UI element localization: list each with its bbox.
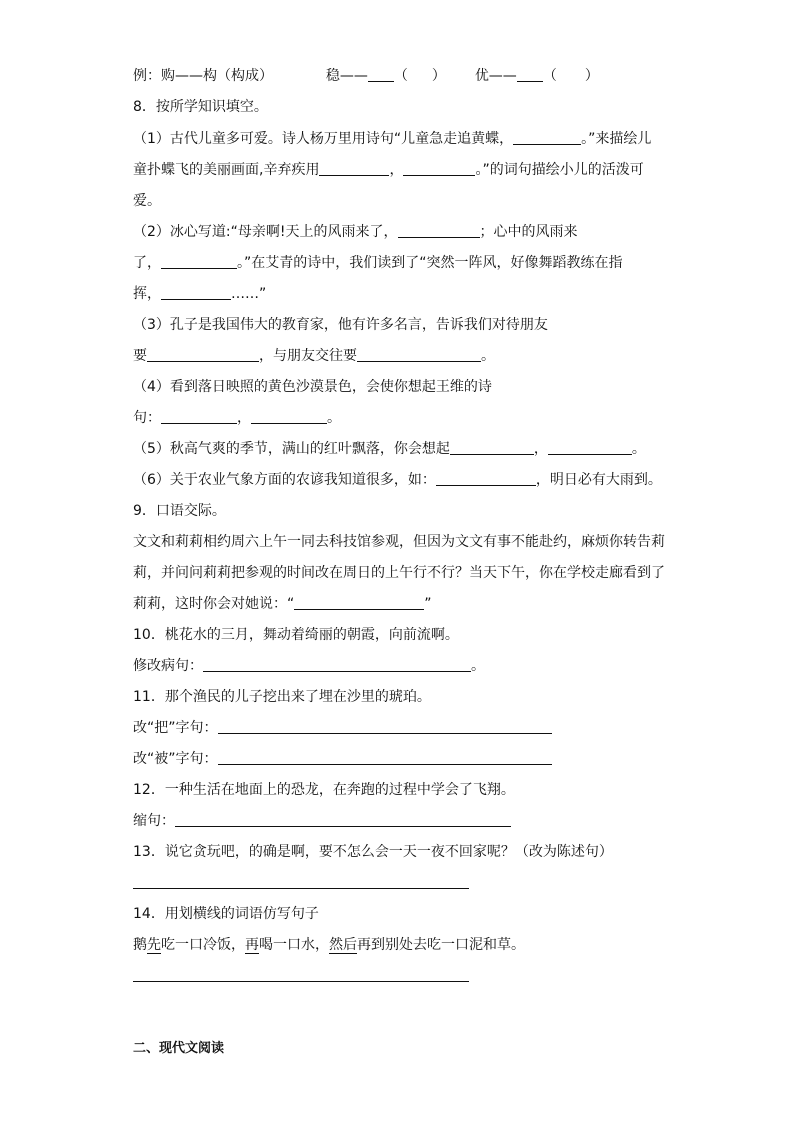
q11-bei-line: 改“被”字句： [133,749,552,769]
q8-s1-line1: （1）古代儿童多可爱。诗人杨万里用诗句“儿童急走追黄蝶， 。”来描绘儿 [133,131,652,147]
q9-text-line3: 莉莉，这时你会对她说：“ ” [133,596,432,612]
q7-item3: 优—— [474,68,517,84]
q8-s1-line3: 爱。 [133,193,161,209]
q8-s3-line1: （3）孔子是我国伟大的教育家，他有许多名言，告诉我们对待朋友 [133,317,548,333]
q13-answer-line [133,873,469,893]
q7-blank-2[interactable] [368,67,394,82]
q10-answer-line: 修改病句： 。 [133,658,485,674]
q11-bei-blank[interactable] [218,750,552,765]
q8-s2-blank-3[interactable] [161,285,231,300]
q8-s3-blank-2[interactable] [357,347,481,362]
q11-ba-blank[interactable] [218,719,552,734]
q9-answer-blank[interactable] [294,595,424,610]
q8-s1-line2: 童扑蝶飞的美丽画面,辛弃疾用 ， 。”的词句描绘小儿的活泼可 [133,162,644,178]
q11-title: 11．那个渔民的儿子挖出来了埋在沙里的琥珀。 [133,689,431,705]
q7-example: 例：购——构（构成） [133,68,273,84]
q14-sentence: 鹅先吃一口冷饭，再喝一口水，然后再到别处去吃一口泥和草。 [133,937,525,953]
q9-text-line1: 文文和莉莉相约周六上午一同去科技馆参观，但因为文文有事不能赴约，麻烦你转告莉 [133,534,665,550]
q7-item2: 稳—— [325,68,368,84]
q8-s1-blank-3[interactable] [403,161,475,176]
q7-blank-3[interactable] [517,67,543,82]
q8-title: 8．按所学知识填空。 [133,99,268,115]
q14-answer-line [133,966,469,986]
section-heading: 二、现代文阅读 [133,1041,225,1056]
q7-example-line: 例：购——构（构成） 稳—— （ ） 优—— （ ） [133,68,599,84]
q8-s2-line2: 了， 。”在艾青的诗中，我们读到了“突然一阵风，好像舞蹈教练在指 [133,255,623,271]
q14-underlined-word-1: 先 [147,937,161,953]
q8-s2-blank-2[interactable] [161,254,237,269]
q14-answer-blank[interactable] [133,967,469,982]
q8-s3-blank-1[interactable] [147,347,259,362]
q8-s1-blank-1[interactable] [513,130,581,145]
q8-s2-blank-1[interactable] [398,223,480,238]
q12-title: 12．一种生活在地面上的恐龙，在奔跑的过程中学会了飞翔。 [133,782,515,798]
q8-s4-blank-1[interactable] [161,409,237,424]
q10-title: 10．桃花水的三月，舞动着绮丽的朝霞，向前流啊。 [133,627,459,643]
q13-title: 13．说它贪玩吧，的确是啊，要不怎么会一天一夜不回家呢？（改为陈述句） [133,844,613,860]
q14-underlined-word-2: 再 [245,937,259,953]
q9-title: 9．口语交际。 [133,503,226,519]
q12-answer-blank[interactable] [175,812,511,827]
q8-s4-line2: 句： ， 。 [133,410,341,426]
q9-text-line2: 莉，并问问莉莉把参观的时间改在周日的上午行不行？当天下午，你在学校走廊看到了 [133,565,665,581]
q8-s4-line1: （4）看到落日映照的黄色沙漠景色，会使你想起王维的诗 [133,379,492,395]
q8-s1-blank-2[interactable] [319,161,389,176]
q12-answer-line: 缩句： [133,811,511,831]
q10-answer-blank[interactable] [203,657,471,672]
q8-s6-blank[interactable] [436,471,536,486]
q8-s2-line3: 挥， ……” [133,286,267,302]
q11-ba-line: 改“把”字句： [133,718,552,738]
q14-title: 14．用划横线的词语仿写句子 [133,906,319,922]
q13-answer-blank[interactable] [133,874,469,889]
q8-s2-line1: （2）冰心写道:“母亲啊!天上的风雨来了， ；心中的风雨来 [133,224,578,240]
q8-s5-blank-2[interactable] [548,440,632,455]
q8-s4-blank-2[interactable] [251,409,327,424]
q8-s6-line: （6）关于农业气象方面的农谚我知道很多，如： ，明日必有大雨到。 [133,472,662,488]
q8-s5-line: （5）秋高气爽的季节，满山的红叶飘落，你会想起 ， 。 [133,441,646,457]
q8-s3-line2: 要 ，与朋友交往要 。 [133,348,495,364]
q14-underlined-word-3: 然后 [329,937,357,953]
q8-s5-blank-1[interactable] [450,440,534,455]
